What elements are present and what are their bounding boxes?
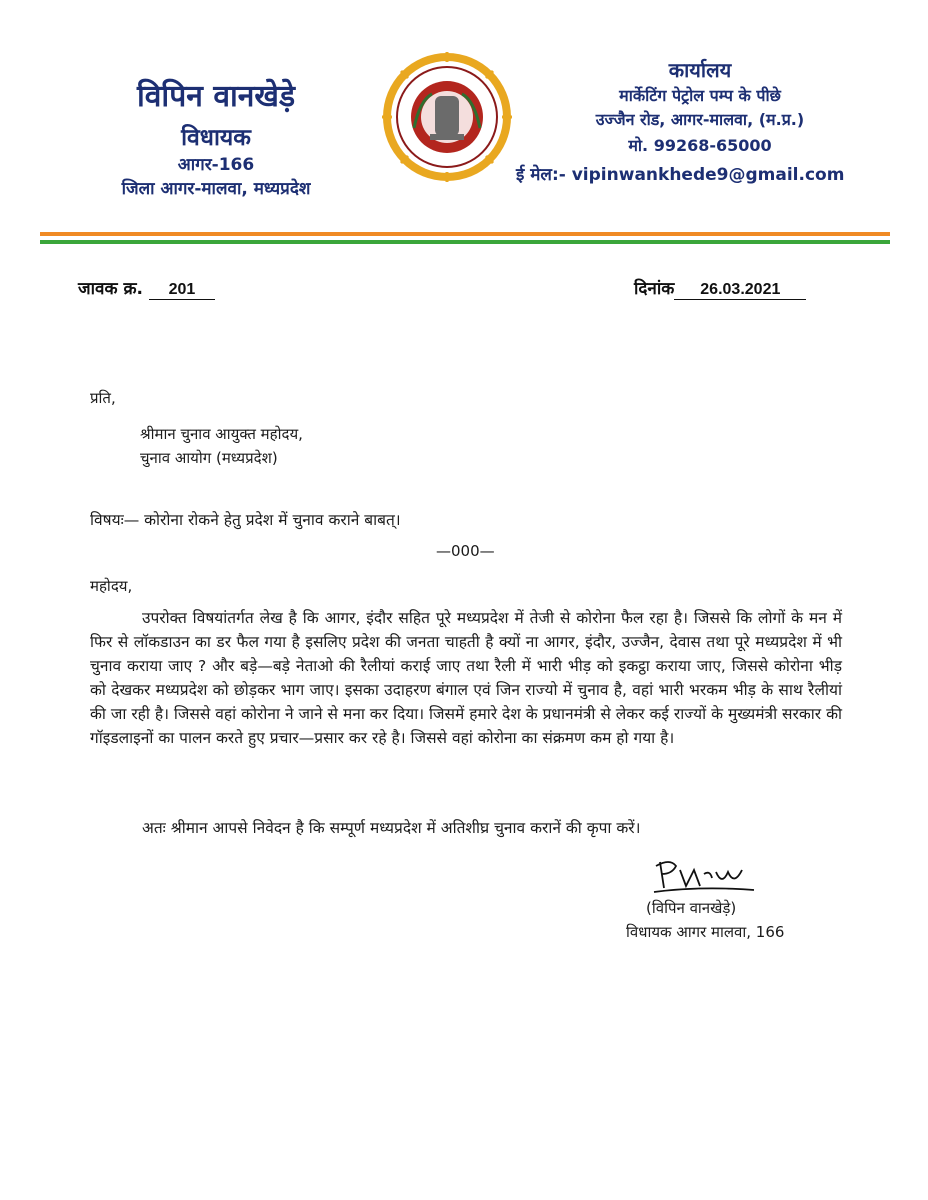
- reference-value: 201: [149, 281, 215, 300]
- reference-label: जावक क्र.: [78, 279, 143, 299]
- salutation: महोदय,: [90, 577, 133, 595]
- recipient-line1: श्रीमान चुनाव आयुक्त महोदय,: [140, 425, 303, 443]
- letterhead-phone: मो. 99268-65000: [628, 136, 772, 155]
- divider-white: [40, 236, 890, 239]
- letterhead-district: जिला आगर-मालवा, मध्यप्रदेश: [121, 179, 311, 199]
- recipient-line2: चुनाव आयोग (मध्यप्रदेश): [140, 449, 278, 467]
- to-label: प्रति,: [90, 389, 116, 407]
- letter-date: [634, 276, 806, 300]
- closing-paragraph: अतः श्रीमान आपसे निवेदन है कि सम्पूर्ण मध्यप्रदेश में अतिशीघ्र चुनाव करानें की कृपा करें।: [142, 819, 641, 837]
- letterhead-address-line1: मार्केटिंग पेट्रोल पम्प के पीछे: [619, 86, 781, 105]
- signatory-name: (विपिन वानखेड़े): [646, 899, 737, 917]
- divider-green: [40, 240, 890, 244]
- subject-line: विषयः— कोरोना रोकने हेतु प्रदेश में चुनाव कराने बाबत्।: [90, 511, 401, 529]
- handwritten-signature-icon: [650, 852, 760, 898]
- letterhead-designation: विधायक: [181, 125, 251, 151]
- letterhead-office-title: कार्यालय: [668, 58, 732, 82]
- letterhead-constituency: आगर-166: [177, 155, 255, 175]
- letterhead-name: विपिन वानखेड़े: [136, 79, 296, 114]
- reference-number: [78, 276, 215, 300]
- separator: —000—: [436, 542, 495, 560]
- letterhead-address-line2: उज्जैन रोड, आगर-मालवा, (म.प्र.): [595, 110, 805, 129]
- body-paragraph: उपरोक्त विषयांतर्गत लेख है कि आगर, इंदौर सहित पूरे मध्यप्रदेश में तेजी से कोरोना फैल रहा है। जिससे कि लोगों के मन में फिर से लॉकडाउन का डर फैल गया है इसलिए प्रदेश की जनता चाहती है क्यों ना आगर, इंदौर, उज्जैन, देवास तथा पूरे मध्यप्रदेश में भी चुनाव कराया जाए ? और बड़े—बड़े नेताओ की रैलीयां कराई जाए तथा रैली में भारी भीड़ को इकट्ठा कराया जाए, जिससे कोरोना भीड़ को देखकर मध्यप्रदेश को छोड़कर भाग जाए। इसका उदाहरण बंगाल एवं जिन राज्यो में चुनाव है, वहां भारी भरकम भीड़ के साथ रैलीयां की जा रही है। जिससे वहां कोरोना ने जाने से मना कर दिया। जिसमें हमारे देश के प्रधानमंत्री से लेकर कई राज्यों के मुख्यमंत्री सरकार की गॉइडलाइनों का पालन करते हुए प्रचार—प्रसार कर रहे है। जिससे वहां कोरोना का संक्रमण कम हो गया है।: [90, 609, 842, 747]
- madhya-pradesh-emblem-icon: [380, 50, 514, 184]
- letterhead-email: ई मेल:- vipinwankhede9@gmail.com: [516, 165, 845, 185]
- date-value: 26.03.2021: [674, 281, 806, 300]
- signatory-title: विधायक आगर मालवा, 166: [626, 923, 785, 941]
- date-label: दिनांक: [634, 279, 675, 299]
